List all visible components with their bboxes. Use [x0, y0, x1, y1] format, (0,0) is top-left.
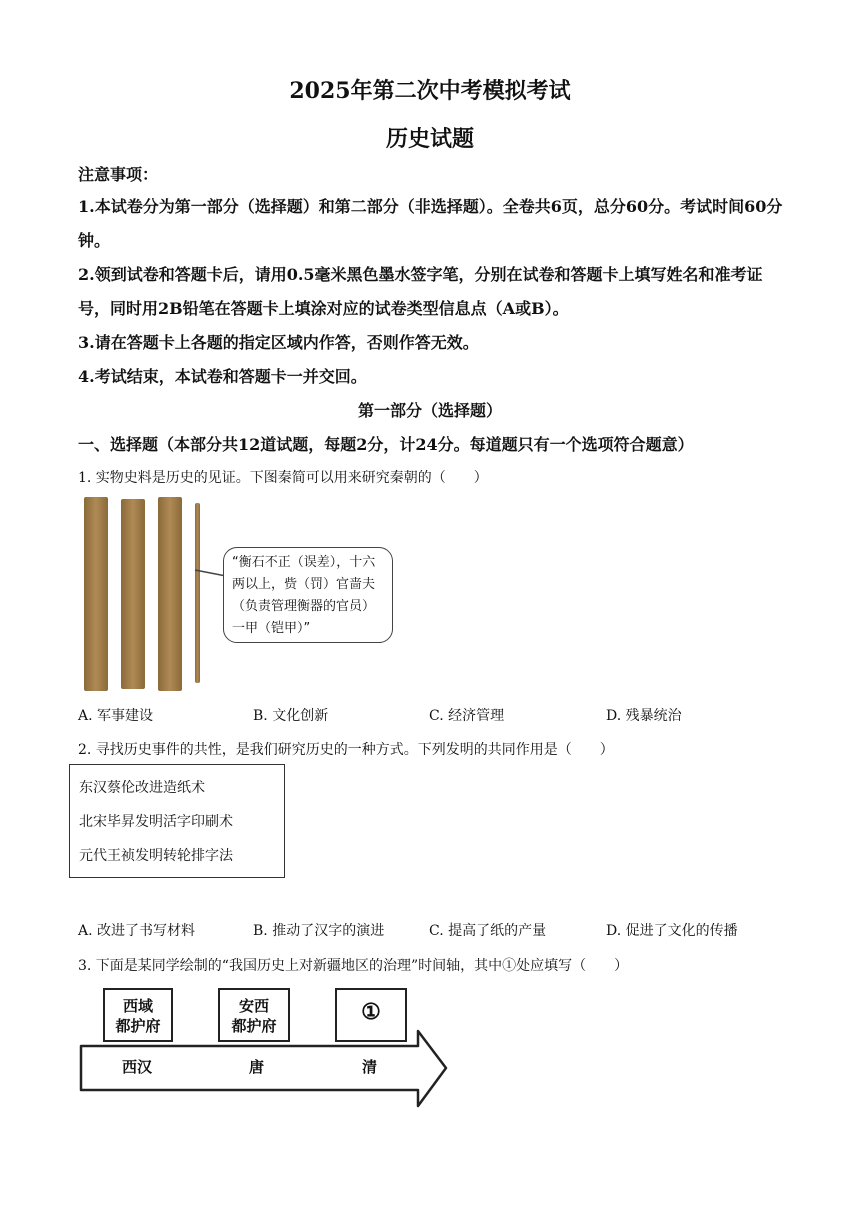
- q2-box-line: 东汉蔡伦改进造纸术: [79, 780, 205, 796]
- timeline-box-western-han: 西域 都护府: [103, 988, 173, 1042]
- q2-stem: 2. 寻找历史事件的共性，是我们研究历史的一种方式。下列发明的共同作用是（ ）: [78, 742, 614, 758]
- q2-option-d[interactable]: D. 促进了文化的传播: [606, 923, 738, 939]
- q1-callout: “衡石不正（误差），十六两以上，赀（罚）官啬夫（负责管理衡器的官员）一甲（铠甲）”: [223, 547, 393, 643]
- bamboo-slip: [121, 499, 145, 689]
- exam-title: 2025年第二次中考模拟考试: [289, 78, 571, 104]
- q1-option-a[interactable]: A. 军事建设: [78, 708, 154, 724]
- part1-title: 第一部分（选择题）: [357, 401, 502, 420]
- q2-box-line: 北宋毕昇发明活字印刷术: [79, 814, 233, 830]
- q1-option-c[interactable]: C. 经济管理: [429, 708, 505, 724]
- section-heading: 一、选择题（本部分共12道试题，每题2分，计24分。每道题只有一个选项符合题意）: [78, 435, 694, 454]
- notice-item-2: 2.领到试卷和答题卡后，请用0.5毫米黑色墨水签字笔，分别在试卷和答题卡上填写姓名和准考证号，同时用2B铅笔在答题卡上填涂对应的试卷类型信息点（A或B）。: [78, 265, 763, 318]
- timeline-label-qing: 清: [362, 1058, 378, 1076]
- bamboo-slip: [84, 497, 108, 691]
- bamboo-slip: [158, 497, 182, 691]
- qin-bamboo-slips-image: [78, 497, 203, 693]
- q2-option-a[interactable]: A. 改进了书写材料: [78, 923, 196, 939]
- q1-option-d[interactable]: D. 残暴统治: [606, 708, 682, 724]
- q1-option-b[interactable]: B. 文化创新: [253, 708, 329, 724]
- notice-item-3: 3.请在答题卡上各题的指定区域内作答，否则作答无效。: [78, 333, 479, 352]
- q2-inventions-box: [69, 764, 285, 878]
- notice-item-1: 1.本试卷分为第一部分（选择题）和第二部分（非选择题）。全卷共6页，总分60分。考试时间60分钟。: [78, 197, 783, 250]
- notice-heading: 注意事项：: [78, 165, 159, 184]
- subject-title: 历史试题: [385, 126, 474, 152]
- q2-box-line: 元代王祯发明转轮排字法: [79, 848, 233, 864]
- timeline-box-blank: ①: [335, 988, 407, 1042]
- timeline-label-tang: 唐: [249, 1058, 265, 1076]
- q1-stem: 1. 实物史料是历史的见证。下图秦简可以用来研究秦朝的（ ）: [78, 470, 488, 486]
- timeline-label-western-han: 西汉: [122, 1058, 153, 1076]
- notice-item-4: 4.考试结束，本试卷和答题卡一并交回。: [78, 367, 367, 386]
- q2-option-c[interactable]: C. 提高了纸的产量: [429, 923, 547, 939]
- q2-option-b[interactable]: B. 推动了汉字的演进: [253, 923, 385, 939]
- bamboo-slip: [195, 503, 200, 683]
- timeline-box-tang: 安西 都护府: [218, 988, 290, 1042]
- q3-stem: 3. 下面是某同学绘制的“我国历史上对新疆地区的治理”时间轴，其中①处应填写（ ）: [78, 958, 629, 974]
